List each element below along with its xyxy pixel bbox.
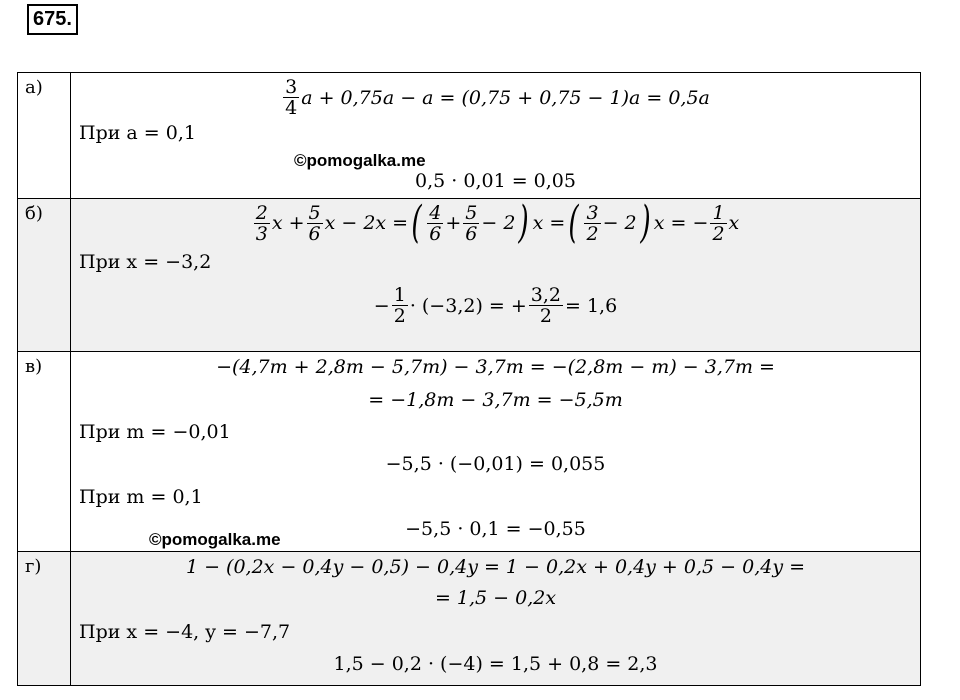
calculation: −5,5 · (−0,01) = 0,055 — [385, 453, 606, 475]
equation: 1 − (0,2x − 0,4y − 0,5) − 0,4y = 1 − 0,2x + 0,4y + 0,5 − 0,4y = — [185, 556, 806, 578]
row-label: в) — [18, 352, 71, 552]
condition-text: При x = −3,2 — [79, 251, 212, 273]
equation: $\frac{2}{3}$ x + $\frac{5}{6}$ x − 2x = ( $\frac{4}{6}$ + $\frac{5}{6}$ − 2 ) x = ( $\frac{3}{2}$ − 2 ) x = − $\frac{1}{2}$ x — [255, 197, 740, 248]
watermark: ©pomogalka.me — [149, 530, 281, 549]
solution-table — [17, 72, 921, 686]
condition-text: При m = −0,01 — [79, 421, 231, 443]
row-label: б) — [18, 199, 71, 352]
calculation: −5,5 · 0,1 = −0,55 — [405, 518, 586, 540]
table-row — [18, 73, 921, 199]
fraction: $\frac{3}{4}$ — [285, 76, 298, 119]
watermark: ©pomogalka.me — [294, 151, 426, 170]
equation: −(4,7m + 2,8m − 5,7m) − 3,7m = −(2,8m − m) − 3,7m = — [216, 356, 775, 378]
condition-text: При m = 0,1 — [79, 486, 203, 508]
equation: = −1,8m − 3,7m = −5,5m — [368, 389, 623, 411]
equation: = 1,5 − 0,2x — [434, 587, 557, 609]
row-content — [71, 73, 921, 199]
calculation: 1,5 − 0,2 · (−4) = 1,5 + 0,8 = 2,3 — [333, 653, 658, 675]
calculation: − $\frac{1}{2}$ · (−3,2) = + $\frac{3,2}{2}$ = 1,6 — [373, 284, 618, 327]
row-content — [71, 552, 921, 686]
row-content — [71, 199, 921, 352]
row-label: г) — [18, 552, 71, 686]
condition-text: При x = −4, y = −7,7 — [79, 621, 291, 643]
table-row — [18, 199, 921, 352]
row-label: а) — [18, 73, 71, 199]
problem-number: 675. — [27, 4, 78, 35]
table-row — [18, 552, 921, 686]
table-row — [18, 352, 921, 552]
condition-text: При a = 0,1 — [79, 122, 196, 144]
calculation: 0,5 · 0,01 = 0,05 — [415, 170, 576, 192]
row-content — [71, 352, 921, 552]
equation: $\frac{3}{4}$ a + 0,75a − a = (0,75 + 0,75 − 1)a = 0,5a — [285, 76, 710, 119]
